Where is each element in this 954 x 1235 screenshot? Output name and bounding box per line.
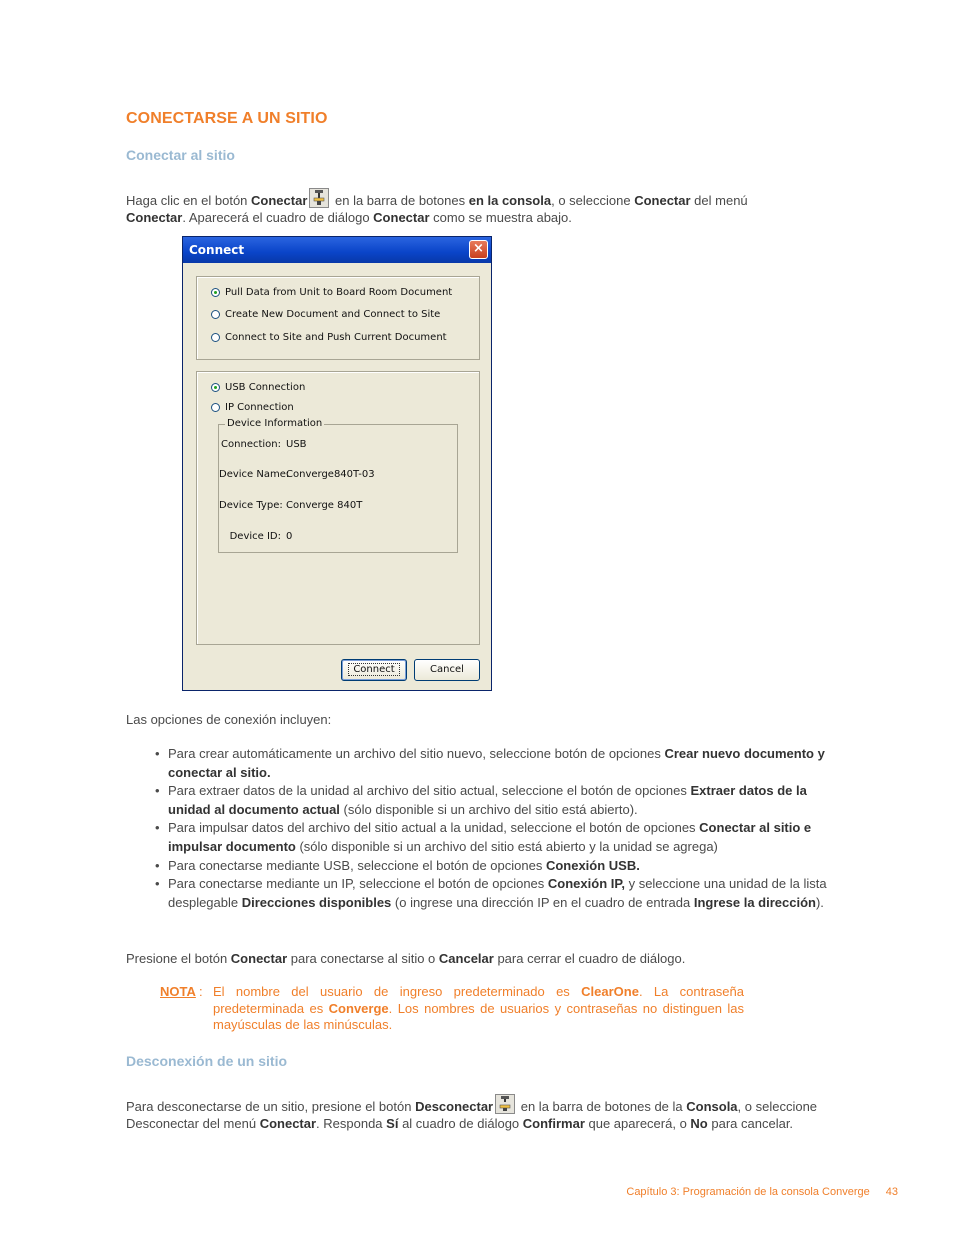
radio-label: Connect to Site and Push Current Document [225,332,447,343]
info-key: Device Type: [219,500,283,511]
radio-empty-icon [211,333,220,342]
device-information-frame [218,418,458,553]
info-value: 0 [286,531,293,542]
section-heading: CONECTARSE A UN SITIO [126,110,328,127]
text: Para conectarse mediante USB, seleccione el botón de opciones [168,857,546,873]
connect-dialog [182,236,492,691]
text-bold: Crear nuevo documento y conectar al sitio. [168,746,825,780]
radio-ip-connection[interactable] [211,402,294,413]
text-bold: Conectar [251,193,308,208]
connection-options-group [196,371,480,645]
text: Para crear automáticamente un archivo del sitio nuevo, seleccione botón de opciones [168,746,665,761]
dialog-title: Connect [189,243,245,257]
text: del menú [690,193,748,208]
text: Para extraer datos de la unidad al archivo del sitio actual, seleccione el botón de opciones [168,783,691,799]
connect-toolbar-icon [309,188,329,208]
text: que aparecerá, o [584,1116,691,1131]
paragraph-disconnect [126,1094,826,1132]
text-bold: Direcciones disponibles [241,894,392,910]
text: en la barra de botones de la [517,1099,687,1114]
info-value: Converge 840T [286,500,363,511]
radio-selected-icon [211,288,220,297]
options-intro: Las opciones de conexión incluyen: [126,712,332,727]
close-icon[interactable]: × [469,240,488,259]
text: en la barra de botones [331,193,469,208]
text-bold: Confirmar [522,1116,585,1131]
text-bold: Consola [686,1099,738,1114]
text: (sólo disponible si un archivo del sitio está abierto). [339,801,638,817]
text-bold: Ingrese la dirección [693,894,816,910]
paragraph-connect [126,188,806,226]
disconnect-toolbar-icon [495,1094,515,1114]
info-key: Device Name: [219,469,290,480]
button-label: Connect [349,664,398,675]
subheading-connect: Conectar al sitio [126,147,235,163]
list-item [150,782,840,819]
text: . La contraseña predeterminada es [213,984,745,1016]
radio-label: USB Connection [225,382,306,393]
radio-empty-icon [211,403,220,412]
text: para cancelar. [707,1116,794,1131]
radio-label: Create New Document and Connect to Site [225,309,441,320]
list-item [150,745,840,782]
radio-empty-icon [211,310,220,319]
footer-chapter: Capítulo 3: Programación de la consola Converge [626,1186,870,1198]
radio-selected-icon [211,383,220,392]
dialog-titlebar [183,237,491,263]
page-footer [626,1186,898,1198]
subheading-disconnect: Desconexión de un sitio [126,1053,288,1069]
text: al cuadro de diálogo [398,1116,523,1131]
note-colon: : [199,984,203,999]
text-bold: Conectar [373,210,430,225]
text-bold: Conexión IP, [547,876,625,892]
info-value: USB [286,439,307,450]
paragraph-press [126,950,685,967]
text: Para conectarse mediante un IP, seleccione el botón de opciones [168,876,548,892]
text-bold: en la consola [468,193,552,208]
page-number: 43 [885,1186,898,1198]
note-block [160,984,744,1034]
document-options-group [196,276,480,360]
text-bold: No [690,1116,708,1131]
text: . Responda [316,1116,387,1131]
device-info-type [219,500,362,511]
text-bold: Desconectar [415,1099,494,1114]
text: , o seleccione Desconectar del menú [126,1099,818,1131]
note-text [213,984,744,1034]
note-label: NOTA [160,984,196,999]
radio-pull-data[interactable] [211,287,452,298]
text: Para desconectarse de un sitio, presione el botón [126,1099,416,1114]
options-list [150,745,840,912]
text-bold: Conectar al sitio e impulsar documento [168,820,812,854]
text: . Aparecerá el cuadro de diálogo [182,210,374,225]
text-bold: Sí [386,1116,399,1131]
text: como se muestra abajo. [429,210,572,225]
radio-usb-connection[interactable] [211,382,305,393]
text: El nombre del usuario de ingreso predeterminado es [213,984,582,999]
text-bold: Converge [328,1000,389,1016]
info-value: Converge840T-03 [286,469,375,480]
text: , o seleccione [551,193,635,208]
device-info-name [219,469,375,480]
text: (sólo disponible si un archivo del sitio está abierto y la unidad se agrega) [295,838,718,854]
text: . Los nombres de usuarios y contraseñas no distinguen las mayúsculas de las minúsculas. [213,1000,745,1032]
text-bold: Cancelar [438,951,494,966]
cancel-button[interactable]: Cancel [414,659,480,681]
text-bold: Conectar [126,210,183,225]
device-info-id [219,531,292,542]
text: para conectarse al sitio o [287,951,439,966]
info-key: Device ID: [229,531,281,542]
text: ). [815,894,824,910]
text: para cerrar el cuadro de diálogo. [493,951,686,966]
list-item [150,819,840,856]
connect-button[interactable] [341,659,407,681]
text: Para impulsar datos del archivo del sitio actual a la unidad, seleccione el botón de opciones [168,820,700,836]
text: Haga clic en el botón [126,193,252,208]
radio-push-document[interactable] [211,332,447,343]
radio-label: IP Connection [225,402,294,413]
list-item [150,857,840,876]
text-bold: Conexión USB. [545,857,640,873]
radio-label: Pull Data from Unit to Board Room Document [225,287,453,298]
text-bold: Extraer datos de la unidad al documento actual [168,783,807,817]
text-bold: Conectar [634,193,691,208]
text: Presione el botón [126,951,231,966]
list-item [150,875,840,912]
text: y seleccione una unidad de la lista desplegable [168,876,827,910]
info-key: Connection: [221,439,281,450]
text-bold: Conectar [259,1116,317,1131]
device-info-connection [219,439,307,450]
text: (o ingrese una dirección IP en el cuadro de entrada [391,894,694,910]
radio-create-new[interactable] [211,309,440,320]
text-bold: ClearOne [581,984,639,999]
device-information-legend: Device Information [227,418,323,429]
text-bold: Conectar [230,951,288,966]
